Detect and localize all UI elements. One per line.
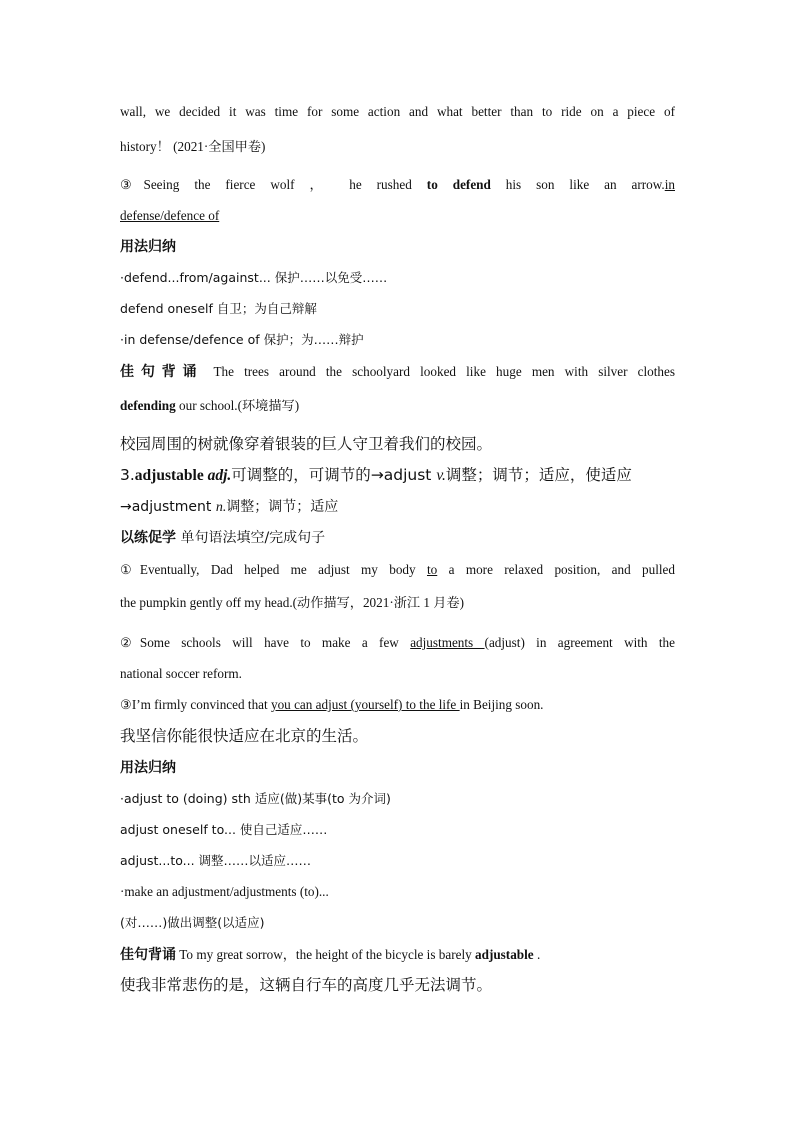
exercise-item: national soccer reform. [120,666,242,681]
exercise-item [120,561,675,579]
text: ③I’m firmly convinced that [120,697,271,712]
label: 佳句背诵 [120,947,176,963]
usage-item: ·adjust to (doing) sth 适应(做)某事(to 为介词) [120,791,391,806]
text: ②Some schools will have to make a few [120,635,411,650]
text: . [533,947,541,962]
related-word: →adjustment [120,499,216,515]
text: To my great sorrow，the height of the bicycle is barely [176,947,476,962]
answer-text: defense/defence of [120,208,220,223]
usage-item: (对……)做出调整(以适应) [120,915,265,930]
example-sentence [120,397,675,415]
definition: 可调整的，可调节的→adjust [231,466,437,484]
usage-item: ·in defense/defence of 保护；为……辩护 [120,332,364,347]
headword: adjustable [134,467,204,484]
text: ③Seeing the fierce wolf ， he rushed [120,177,427,192]
text: his son like an arrow. [490,177,665,192]
answer-blank: in [664,177,675,192]
text: our school.(环境描写) [175,398,300,413]
translation: 校园周围的树就像穿着银装的巨人守卫着我们的校园。 [120,435,493,453]
exercise-item: the pumpkin gently off my head.(动作描写，2021·浙江 1 月卷) [120,595,465,610]
answer-blank: you can adjust (yourself) to the life [270,697,460,712]
section-heading: 用法归纳 [120,760,176,776]
label: 佳句背诵 [120,364,204,380]
text-line: wall, we decided it was time for some action and what better than to ride on a piece of [120,104,675,119]
definition: 调整；调节；适应，使适应 [445,466,632,484]
word-entry [120,466,675,485]
bold-word: adjustable [475,947,534,962]
entry-number: 3. [120,466,135,484]
example-sentence [120,363,675,381]
translation: 使我非常悲伤的是，这辆自行车的高度几乎无法调节。 [120,976,493,994]
exercise-item [120,696,675,714]
part-of-speech: adj. [203,467,232,484]
bold-phrase: to defend [426,177,491,192]
definition: 调整；调节；适应 [226,499,339,515]
answer-blank: adjustments [410,635,485,650]
bold-word: defending [120,398,176,413]
example-sentence [120,946,675,964]
answer-blank: to [426,562,438,577]
usage-item: adjust...to... 调整……以适应…… [120,853,312,868]
text: (adjust) in agreement with the [484,635,675,650]
text: The trees around the schoolyard looked like huge men with silver clothes [203,364,676,379]
section-heading: 用法归纳 [120,239,176,255]
word-entry [120,498,675,517]
part-of-speech: n. [215,500,227,515]
exercise-item [120,634,675,652]
answer-blank [120,207,675,225]
text: in Beijing soon. [459,697,544,712]
section-heading [120,529,675,547]
label: 以练促学 [120,530,176,546]
translation: 我坚信你能很快适应在北京的生活。 [120,727,369,745]
text: ①Eventually, Dad helped me adjust my body [120,562,427,577]
usage-item: ·make an adjustment/adjustments (to)... [120,884,329,899]
part-of-speech: v. [436,467,446,484]
text: 单句语法填空/完成句子 [176,530,326,546]
exercise-item [120,176,675,194]
text: a more relaxed position, and pulled [437,562,675,577]
usage-item: ·defend...from/against... 保护……以免受…… [120,270,388,285]
text-line: history！ (2021·全国甲卷) [120,139,266,154]
usage-item: adjust oneself to... 使自己适应…… [120,822,328,837]
usage-item: defend oneself 自卫；为自己辩解 [120,301,317,316]
